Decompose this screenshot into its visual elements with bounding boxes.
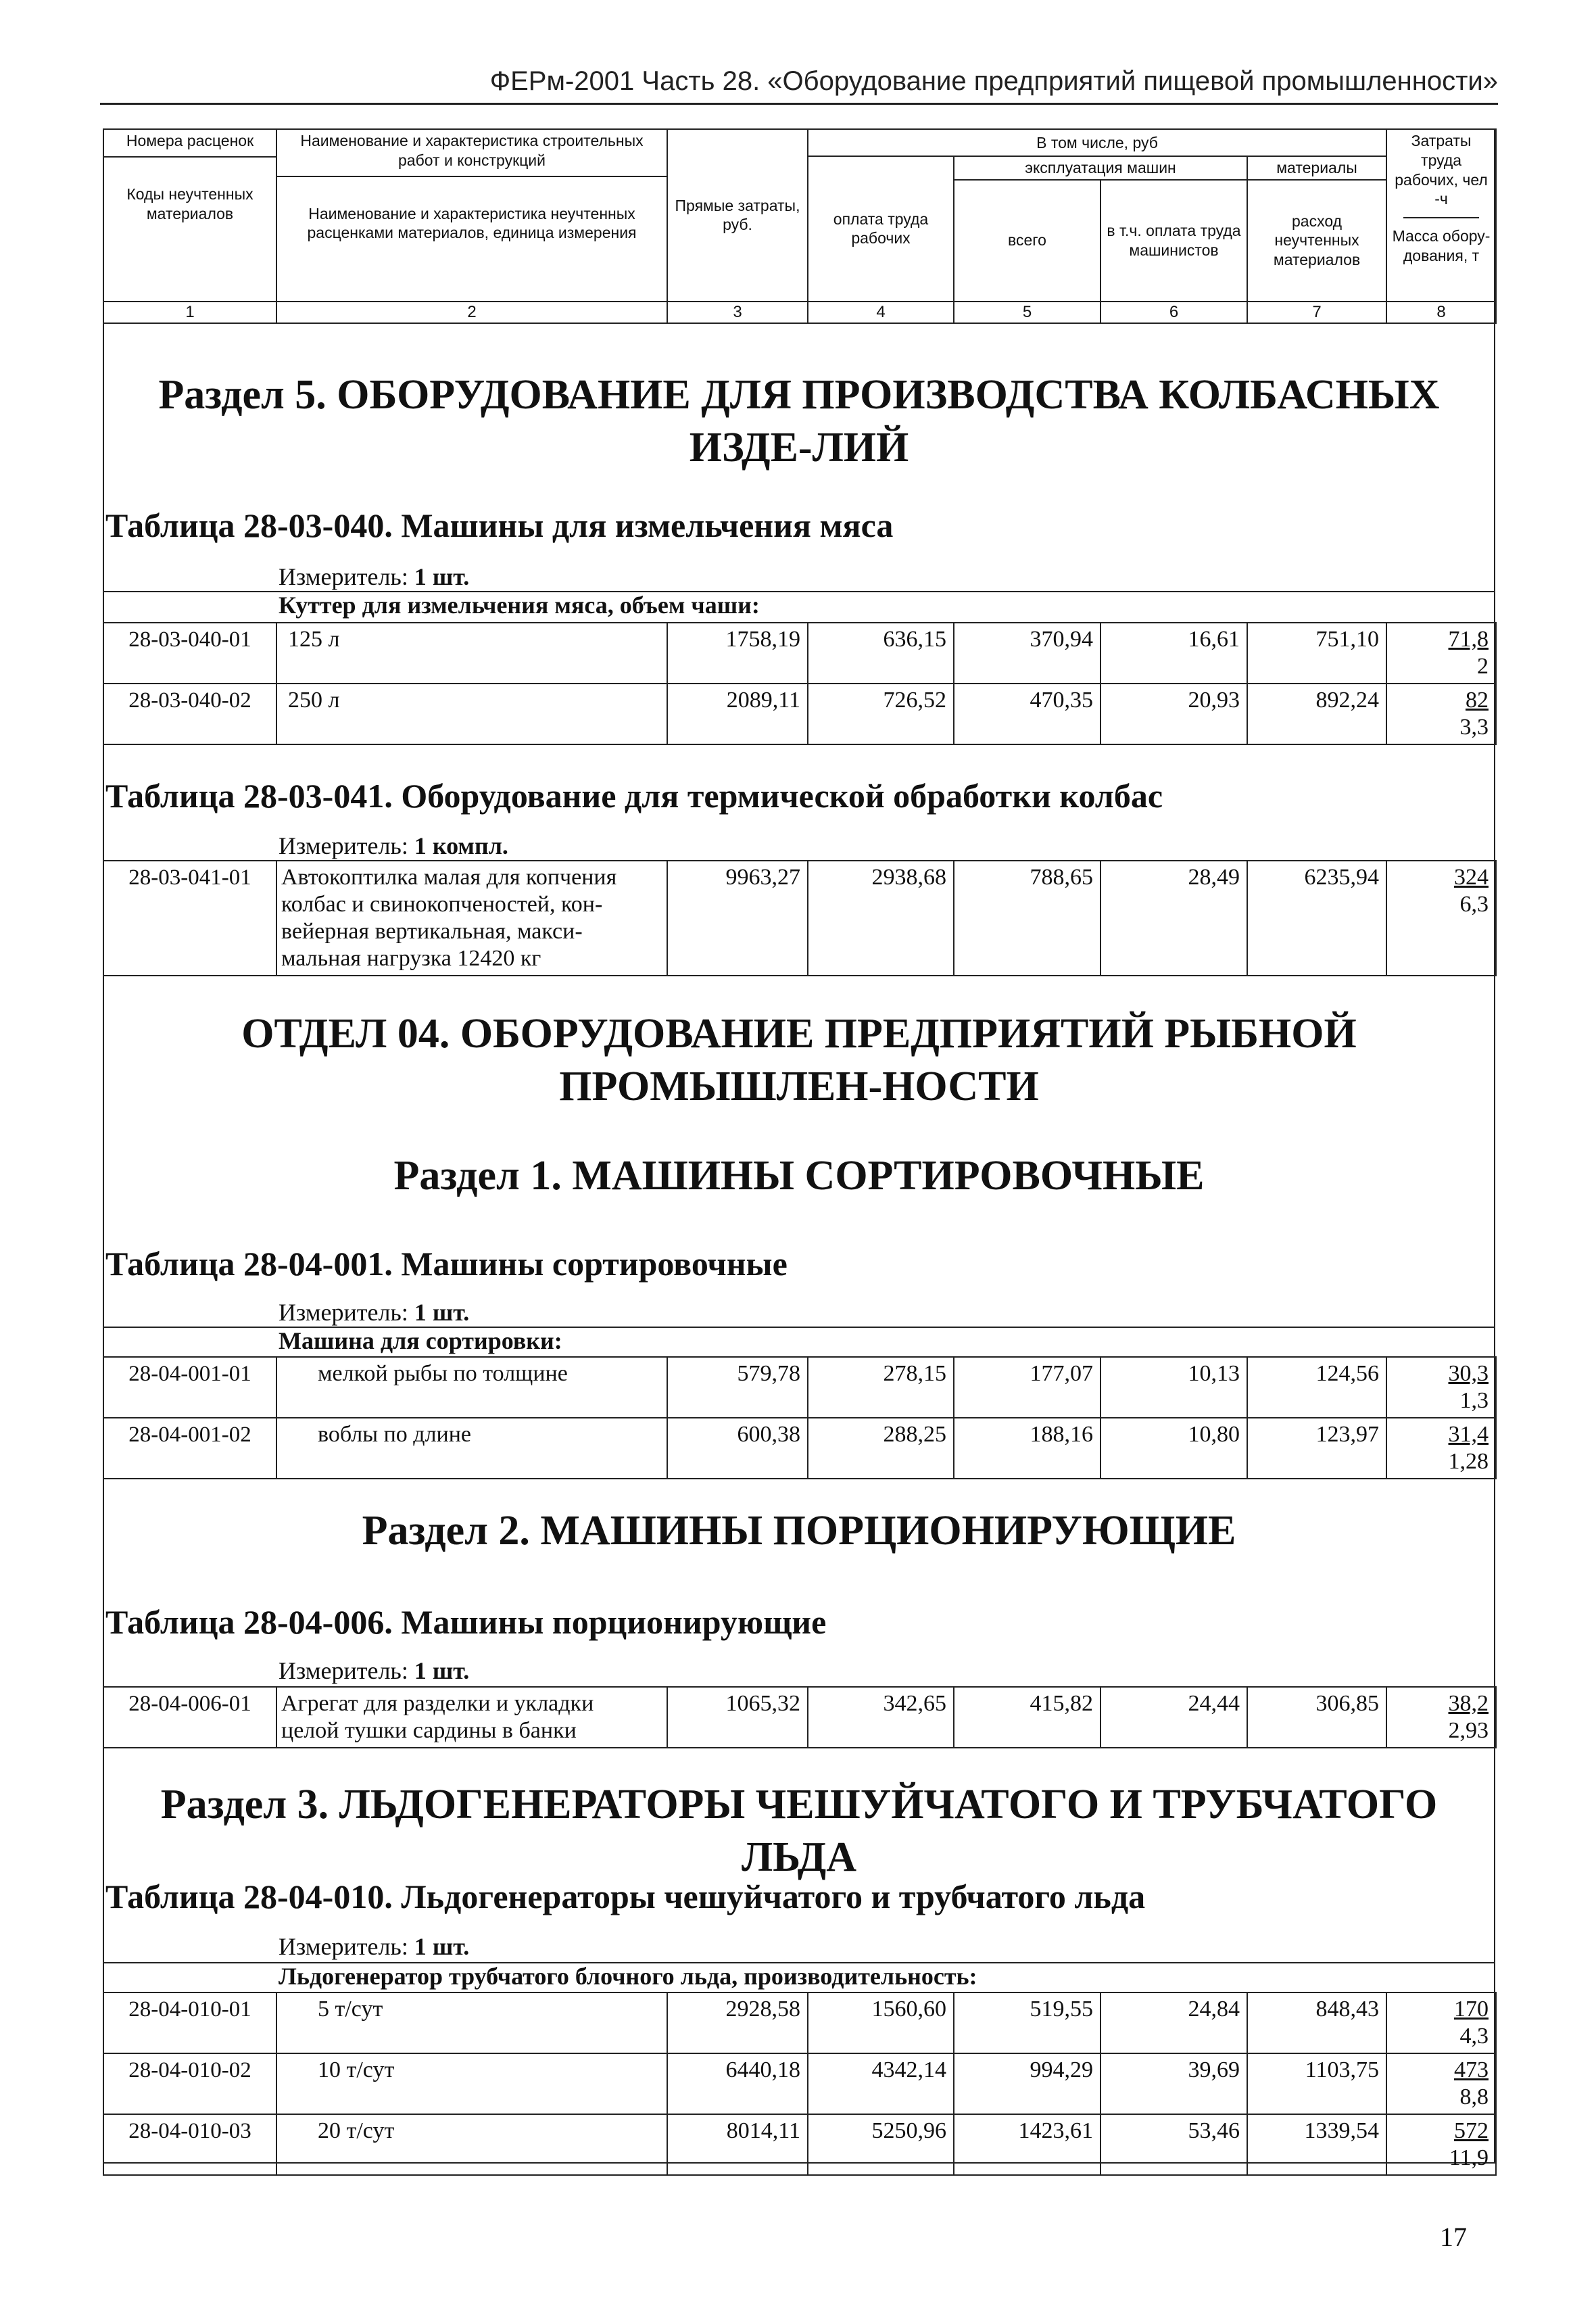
table-28-03-041-unit	[279, 832, 508, 860]
row-machines-total: 519,55	[954, 1992, 1101, 2053]
row-code: 28-04-001-01	[103, 1357, 276, 1418]
header-num-7: 7	[1247, 302, 1386, 323]
header-col7: расход неучтенных материалов	[1247, 180, 1386, 302]
table-row	[103, 2053, 1496, 2114]
row-code: 28-04-010-01	[103, 1992, 276, 2053]
row-wages: 288,25	[808, 1418, 954, 1479]
row-machines-total: 788,65	[954, 861, 1101, 976]
table-28-04-001-unit	[279, 1298, 469, 1327]
row-name: 125 л	[276, 623, 667, 684]
row-labor-mass	[1386, 2053, 1496, 2114]
row-machines-total: 188,16	[954, 1418, 1101, 1479]
header-num-1: 1	[103, 302, 276, 323]
row-labor-mass	[1386, 1418, 1496, 1479]
row-machinists: 16,61	[1101, 623, 1247, 684]
header-materials: материалы	[1247, 156, 1386, 180]
row-code: 28-03-041-01	[103, 861, 276, 976]
row-machines-total: 470,35	[954, 684, 1101, 744]
header-col1-top: Номера расценок	[126, 132, 254, 149]
row-mass: 2,93	[1448, 1718, 1489, 1743]
header-num-8: 8	[1386, 302, 1496, 323]
row-name: мелкой рыбы по толщине	[276, 1357, 667, 1418]
row-materials: 1103,75	[1247, 2053, 1386, 2114]
row-direct-cost: 579,78	[667, 1357, 808, 1418]
row-machinists: 10,80	[1101, 1418, 1247, 1479]
header-num-6: 6	[1101, 302, 1247, 323]
row-name: воблы по длине	[276, 1418, 667, 1479]
row-materials: 306,85	[1247, 1687, 1386, 1748]
section-2-title: Раздел 2. МАШИНЫ ПОРЦИОНИРУЮЩИЕ	[362, 1508, 1236, 1554]
row-wages: 726,52	[808, 684, 954, 744]
row-machinists: 10,13	[1101, 1357, 1247, 1418]
row-mass: 6,3	[1459, 892, 1489, 917]
row-labor: 82	[1466, 688, 1489, 713]
table-28-04-010-subheading: Льдогенератор трубчатого блочного льда, производительность:	[279, 1963, 977, 1990]
row-materials: 6235,94	[1247, 861, 1386, 976]
row-name: 10 т/сут	[276, 2053, 667, 2114]
row-mass: 4,3	[1459, 2024, 1489, 2049]
row-direct-cost: 8014,11	[667, 2114, 808, 2175]
row-machinists: 53,46	[1101, 2114, 1247, 2175]
row-machinists: 20,93	[1101, 684, 1247, 744]
row-labor: 31,4	[1448, 1422, 1489, 1447]
row-labor-mass	[1386, 1992, 1496, 2053]
column-header-table	[103, 128, 1497, 324]
table-28-03-040-unit	[279, 563, 469, 591]
section-3-title: Раздел 3. ЛЬДОГЕНЕРАТОРЫ ЧЕШУЙЧАТОГО И ТРУБЧАТОГО ЛЬДА	[160, 1782, 1438, 1880]
table-row	[103, 1418, 1496, 1479]
row-labor-mass	[1386, 684, 1496, 744]
unit-value: 1 компл.	[414, 832, 508, 859]
row-direct-cost: 1758,19	[667, 623, 808, 684]
row-labor-mass	[1386, 623, 1496, 684]
row-mass: 1,3	[1459, 1388, 1489, 1413]
table-row	[103, 1357, 1496, 1418]
row-materials: 124,56	[1247, 1357, 1386, 1418]
row-materials: 892,24	[1247, 684, 1386, 744]
row-materials: 751,10	[1247, 623, 1386, 684]
header-incl: В том числе, руб	[808, 129, 1386, 156]
row-wages: 636,15	[808, 623, 954, 684]
row-labor-mass	[1386, 1687, 1496, 1748]
row-name-line: целой тушки сардины в банки	[281, 1718, 577, 1743]
row-mass: 1,28	[1448, 1449, 1489, 1474]
row-labor: 324	[1454, 865, 1489, 890]
row-name-line: мальная нагрузка 12420 кг	[281, 946, 541, 971]
row-name	[276, 861, 667, 976]
table-28-04-001-subheading: Машина для сортировки:	[279, 1327, 562, 1354]
row-name-line: колбас и свинокопченостей, кон-	[281, 892, 603, 917]
row-labor-mass	[1386, 1357, 1496, 1418]
row-machines-total: 1423,61	[954, 2114, 1101, 2175]
row-direct-cost: 1065,32	[667, 1687, 808, 1748]
row-code: 28-04-006-01	[103, 1687, 276, 1748]
row-name	[276, 1687, 667, 1748]
table-28-04-006-unit	[279, 1656, 469, 1685]
row-wages: 1560,60	[808, 1992, 954, 2053]
unit-label: Измеритель:	[279, 563, 408, 590]
header-col1	[103, 129, 276, 302]
row-direct-cost: 6440,18	[667, 2053, 808, 2114]
header-col8-bottom: Масса обору-дования, т	[1392, 227, 1491, 264]
header-num-3: 3	[667, 302, 808, 323]
header-num-2: 2	[276, 302, 667, 323]
row-name-line: Автокоптилка малая для копчения	[281, 865, 617, 890]
row-code: 28-03-040-02	[103, 684, 276, 744]
row-code: 28-03-040-01	[103, 623, 276, 684]
row-name-line: Агрегат для разделки и укладки	[281, 1691, 594, 1716]
header-col5: всего	[954, 180, 1101, 302]
row-materials: 1339,54	[1247, 2114, 1386, 2175]
table-28-04-006	[103, 1686, 1497, 1748]
row-labor: 572	[1454, 2118, 1489, 2143]
table-row	[103, 623, 1496, 684]
row-materials: 123,97	[1247, 1418, 1386, 1479]
table-row	[103, 684, 1496, 744]
row-name: 250 л	[276, 684, 667, 744]
row-machines-total: 370,94	[954, 623, 1101, 684]
header-col2-bottom: Наименование и характеристика неучтенных расценками материалов, единица измерения	[307, 204, 637, 242]
row-machines-total: 994,29	[954, 2053, 1101, 2114]
unit-value: 1 шт.	[414, 1933, 470, 1960]
row-labor: 30,3	[1448, 1361, 1489, 1386]
row-wages: 278,15	[808, 1357, 954, 1418]
table-28-03-041-title: Таблица 28-03-041. Оборудование для термической обработки колбас	[105, 777, 1163, 815]
running-header: ФЕРм-2001 Часть 28. «Оборудование предприятий пищевой промышленности»	[489, 66, 1498, 96]
otdel-04-title: ОТДЕЛ 04. ОБОРУДОВАНИЕ ПРЕДПРИЯТИЙ РЫБНОЙ ПРОМЫШЛЕН-НОСТИ	[241, 1011, 1357, 1109]
row-mass: 3,3	[1459, 715, 1489, 740]
running-header-rule	[100, 103, 1498, 105]
section-5-title: Раздел 5. ОБОРУДОВАНИЕ ДЛЯ ПРОИЗВОДСТВА КОЛБАСНЫХ ИЗДЕ-ЛИЙ	[158, 372, 1440, 471]
page-number: 17	[1440, 2222, 1467, 2252]
header-col8	[1386, 129, 1496, 302]
header-col1-bottom: Коды неучтенных материалов	[126, 185, 253, 222]
table-row	[103, 2114, 1496, 2175]
row-mass: 2	[1477, 654, 1489, 679]
row-machines-total: 177,07	[954, 1357, 1101, 1418]
row-direct-cost: 9963,27	[667, 861, 808, 976]
unit-value: 1 шт.	[414, 563, 470, 590]
row-labor: 71,8	[1448, 627, 1489, 652]
table-28-04-001-title: Таблица 28-04-001. Машины сортировочные	[105, 1245, 788, 1283]
unit-label: Измеритель:	[279, 1933, 408, 1960]
row-machinists: 39,69	[1101, 2053, 1247, 2114]
row-machinists: 28,49	[1101, 861, 1247, 976]
row-name: 5 т/сут	[276, 1992, 667, 2053]
table-28-04-010	[103, 1992, 1497, 2176]
row-machinists: 24,44	[1101, 1687, 1247, 1748]
header-col2-top: Наименование и характеристика строительных работ и конструкций	[300, 132, 644, 169]
header-col3: Прямые затраты, руб.	[667, 129, 808, 302]
unit-value: 1 шт.	[414, 1299, 470, 1326]
row-name-line: вейерная вертикальная, макси-	[281, 919, 583, 944]
table-28-03-040-title: Таблица 28-03-040. Машины для измельчения мяса	[105, 506, 894, 544]
header-num-5: 5	[954, 302, 1101, 323]
table-28-03-040-subheading: Куттер для измельчения мяса, объем чаши:	[279, 592, 760, 619]
row-wages: 2938,68	[808, 861, 954, 976]
row-wages: 342,65	[808, 1687, 954, 1748]
unit-value: 1 шт.	[414, 1657, 470, 1684]
table-28-04-006-title: Таблица 28-04-006. Машины порционирующие	[105, 1603, 827, 1641]
table-row	[103, 1687, 1496, 1748]
header-col2	[276, 129, 667, 302]
row-code: 28-04-010-03	[103, 2114, 276, 2175]
row-machines-total: 415,82	[954, 1687, 1101, 1748]
row-labor-mass	[1386, 2114, 1496, 2175]
table-28-03-040	[103, 622, 1497, 745]
row-code: 28-04-001-02	[103, 1418, 276, 1479]
unit-label: Измеритель:	[279, 1299, 408, 1326]
table-row	[103, 1992, 1496, 2053]
header-col8-top: Затраты труда рабочих, чел -ч	[1395, 132, 1488, 208]
section-1-title: Раздел 1. МАШИНЫ СОРТИРОВОЧНЫЕ	[393, 1153, 1205, 1199]
row-mass: 11,9	[1449, 2145, 1489, 2170]
row-labor: 170	[1454, 1997, 1489, 2022]
table-28-03-041	[103, 860, 1497, 976]
table-28-04-010-title: Таблица 28-04-010. Льдогенераторы чешуйчатого и трубчатого льда	[105, 1878, 1146, 1915]
header-col6: в т.ч. оплата труда машинистов	[1101, 180, 1247, 302]
row-mass: 8,8	[1459, 2084, 1489, 2109]
header-col4: оплата труда рабочих	[808, 156, 954, 302]
row-direct-cost: 2928,58	[667, 1992, 808, 2053]
row-code: 28-04-010-02	[103, 2053, 276, 2114]
row-direct-cost: 2089,11	[667, 684, 808, 744]
row-direct-cost: 600,38	[667, 1418, 808, 1479]
unit-label: Измеритель:	[279, 1657, 408, 1684]
table-28-04-010-unit	[279, 1932, 469, 1961]
row-wages: 4342,14	[808, 2053, 954, 2114]
row-labor: 473	[1454, 2057, 1489, 2082]
row-labor-mass	[1386, 861, 1496, 976]
table-row	[103, 861, 1496, 976]
table-28-04-001	[103, 1356, 1497, 1479]
row-materials: 848,43	[1247, 1992, 1386, 2053]
header-num-4: 4	[808, 302, 954, 323]
row-machinists: 24,84	[1101, 1992, 1247, 2053]
row-labor: 38,2	[1448, 1691, 1489, 1716]
row-wages: 5250,96	[808, 2114, 954, 2175]
unit-label: Измеритель:	[279, 832, 408, 859]
row-name: 20 т/сут	[276, 2114, 667, 2175]
header-machines: эксплуатация машин	[954, 156, 1247, 180]
